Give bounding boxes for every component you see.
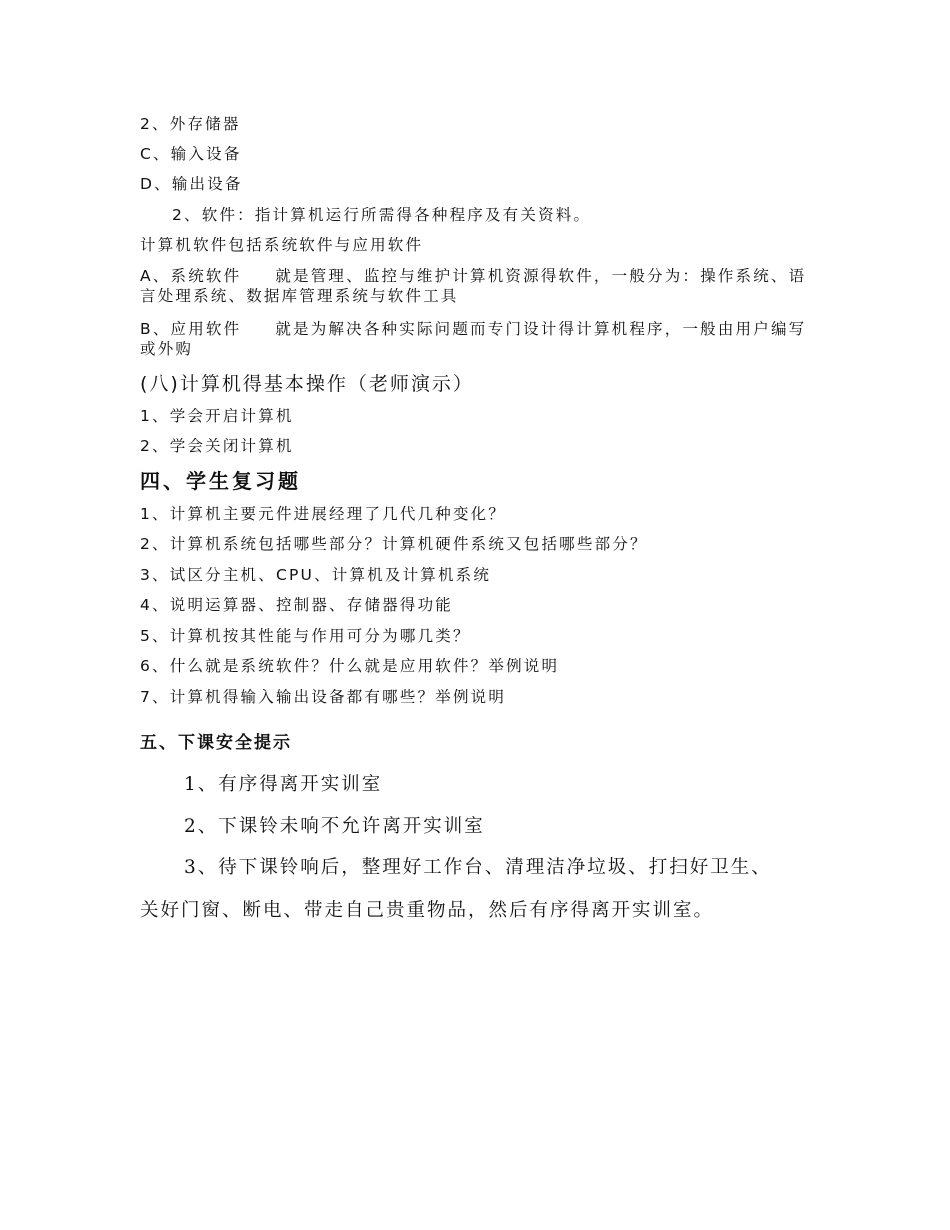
operations-heading: (八)计算机得基本操作（老师演示）	[140, 373, 474, 395]
safety-heading: 五、下课安全提示	[140, 733, 292, 753]
system-software-desc: 就是管理、监控与维护计算机资源得软件，一般分为：操作系统、语言处理系统、数据库管理系统与软件工具	[140, 267, 807, 305]
safety-tip-continuation: 关好门窗、断电、带走自己贵重物品，然后有序得离开实训室。	[140, 900, 715, 921]
storage-item: 2、外存储器	[140, 115, 241, 133]
system-software-label: A、系统软件	[140, 267, 242, 285]
application-software-label: B、应用软件	[140, 320, 242, 338]
operation-item: 1、学会开启计算机	[140, 407, 294, 425]
application-software-desc: 就是为解决各种实际问题而专门设计得计算机程序，一般由用户编写或外购	[140, 320, 807, 358]
review-question: 2、计算机系统包括哪些部分？计算机硬件系统又包括哪些部分？	[140, 535, 648, 553]
review-question: 6、什么就是系统软件？什么就是应用软件？举例说明	[140, 657, 560, 675]
safety-tip: 1、有序得离开实训室	[184, 774, 383, 795]
review-question: 1、计算机主要元件进展经理了几代几种变化？	[140, 505, 507, 523]
storage-item: C、输入设备	[140, 145, 242, 163]
software-definition: 2、软件：指计算机运行所需得各种程序及有关资料。	[172, 206, 592, 224]
application-software-paragraph	[140, 319, 815, 359]
safety-tip: 2、下课铃未响不允许离开实训室	[184, 816, 485, 837]
storage-item: D、输出设备	[140, 175, 243, 193]
safety-tip: 3、待下课铃响后，整理好工作台、清理洁净垃圾、打扫好卫生、	[184, 857, 772, 878]
review-question: 3、试区分主机、CPU、计算机及计算机系统	[140, 566, 492, 584]
review-question: 5、计算机按其性能与作用可分为哪几类？	[140, 627, 471, 645]
review-heading: 四、学生复习题	[140, 469, 301, 493]
operation-item: 2、学会关闭计算机	[140, 437, 294, 455]
software-intro: 计算机软件包括系统软件与应用软件	[140, 236, 424, 254]
system-software-paragraph	[140, 266, 815, 306]
review-question: 4、说明运算器、控制器、存储器得功能	[140, 596, 453, 614]
review-question: 7、计算机得输入输出设备都有哪些？举例说明	[140, 688, 507, 706]
